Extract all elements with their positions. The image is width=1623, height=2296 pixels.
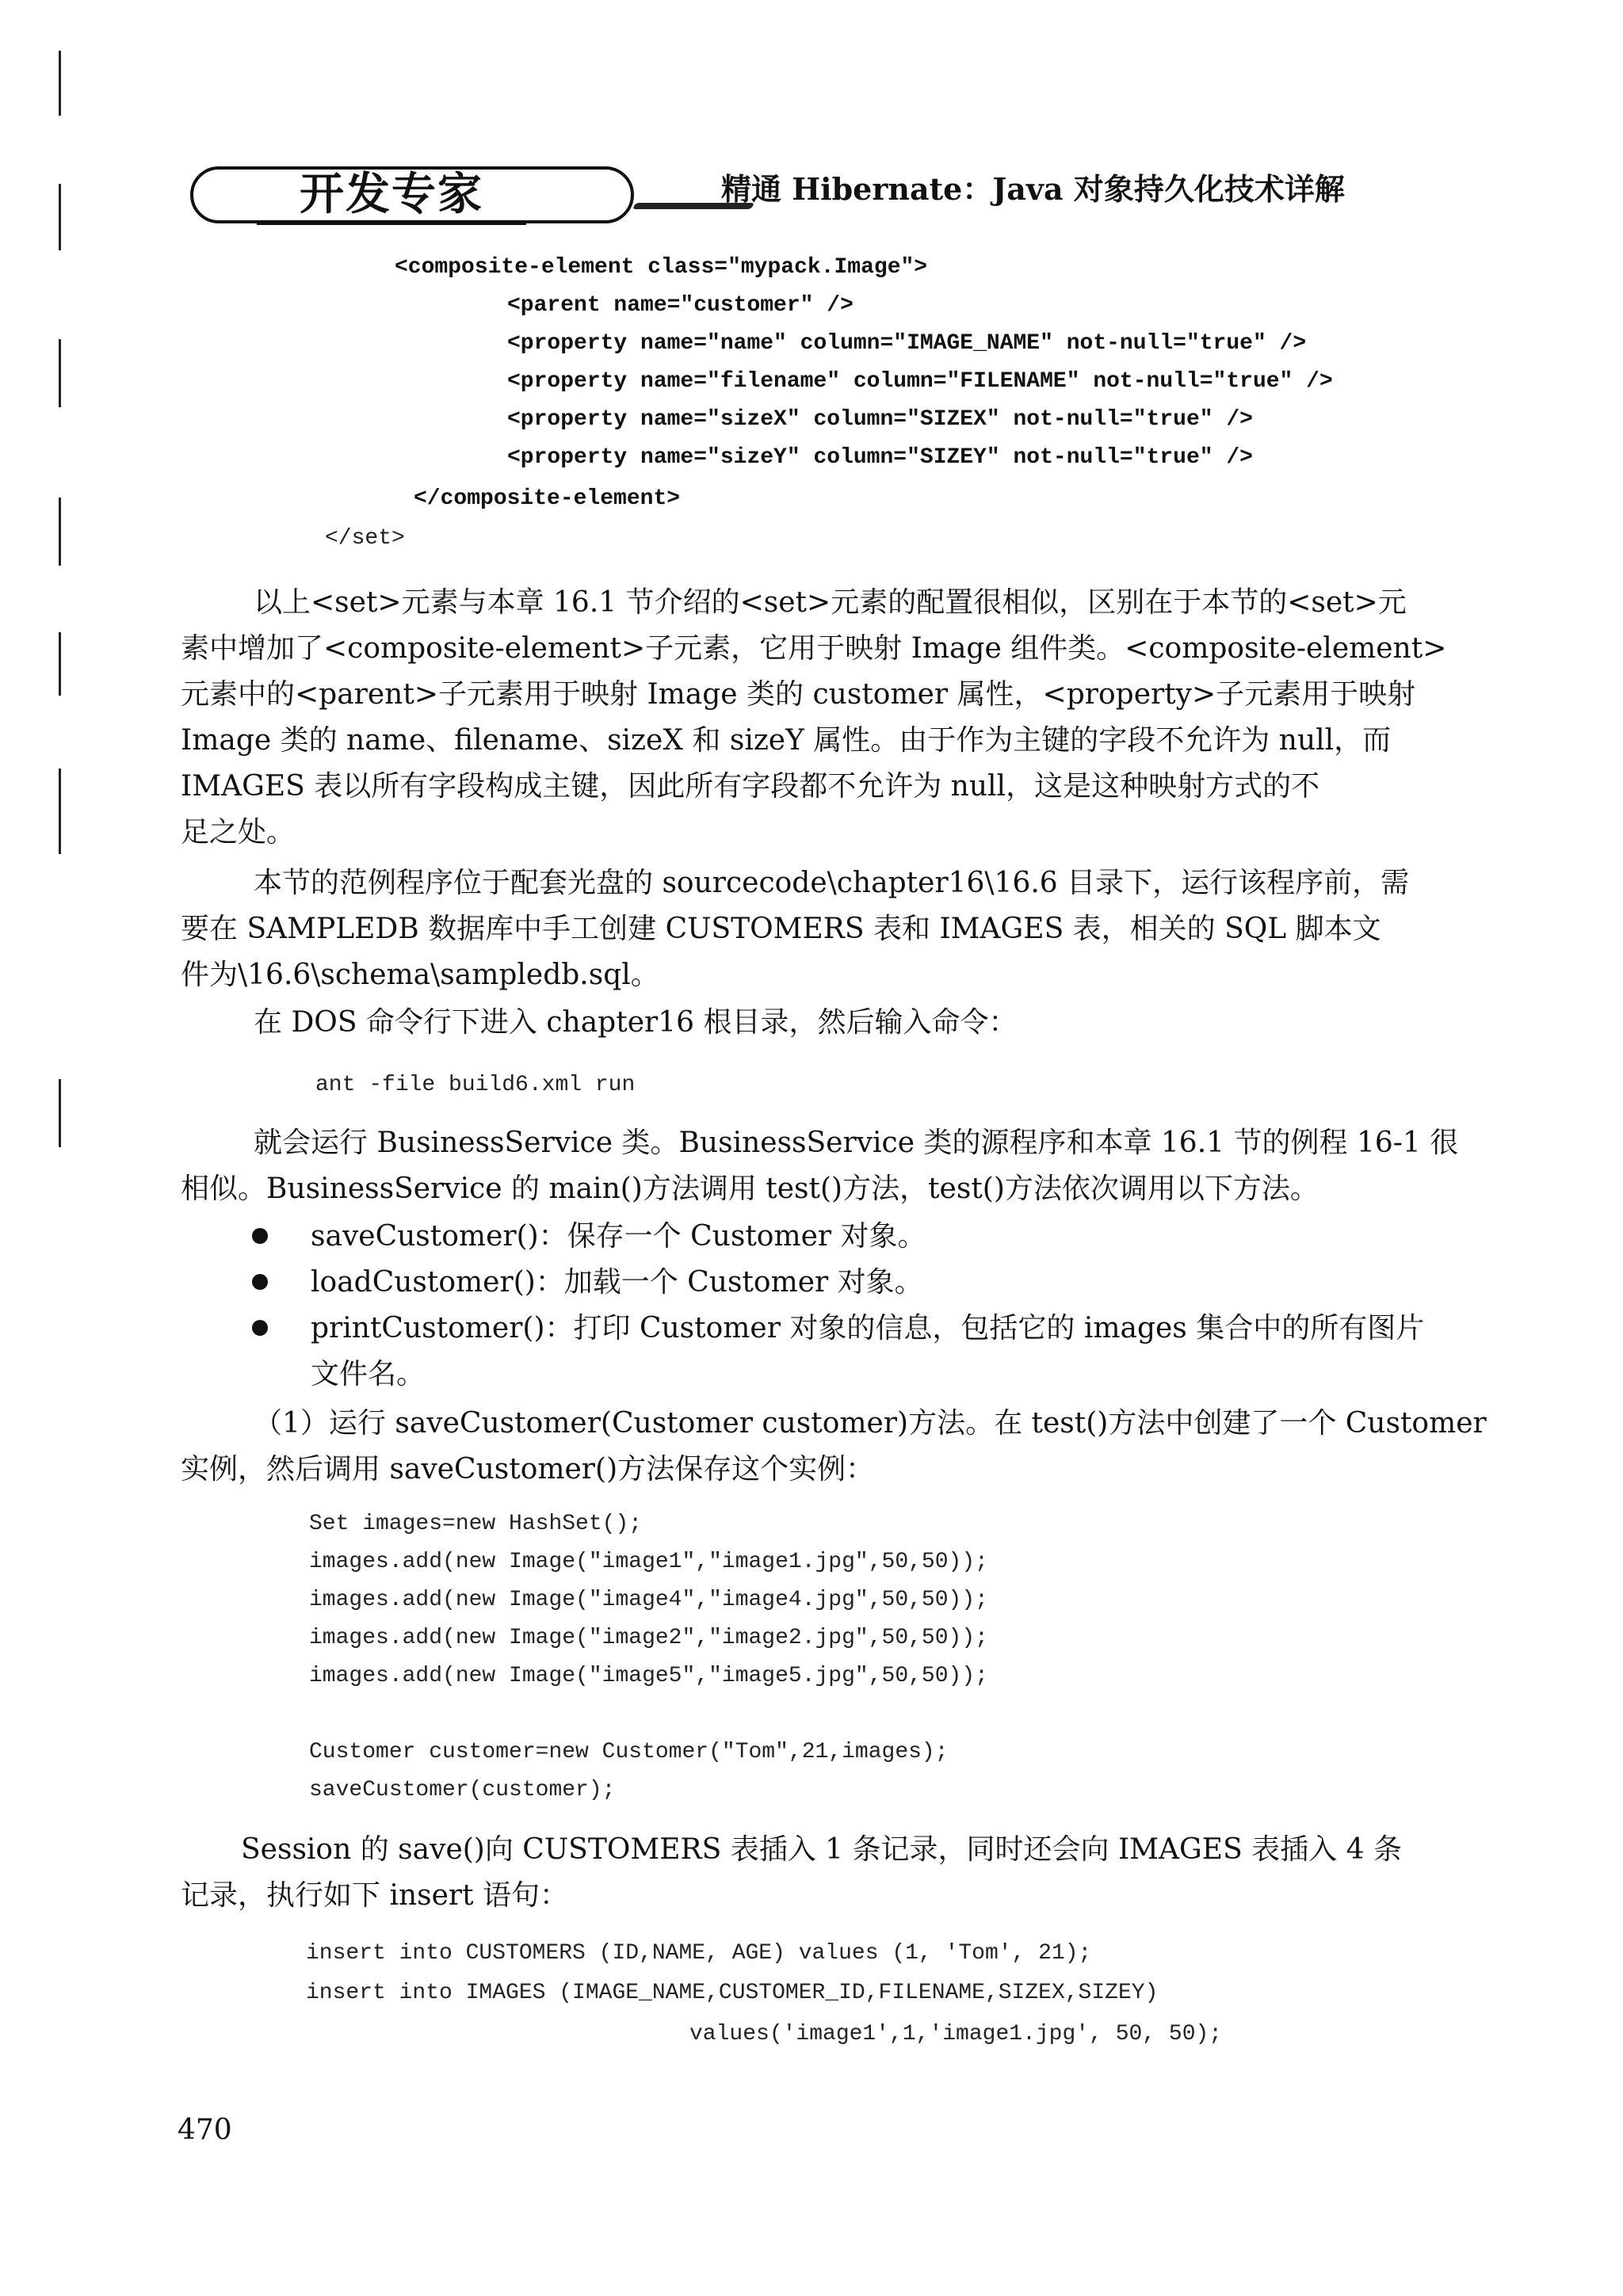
code-line: insert into CUSTOMERS (ID,NAME, AGE) values (1, 'Tom', 21); — [306, 1941, 1092, 1966]
text-line: saveCustomer()：保存一个 Customer 对象。 — [311, 1220, 926, 1253]
margin-mark — [59, 769, 61, 854]
text-line: 件为\16.6\schema\sampledb.sql。 — [181, 959, 659, 991]
text-line: printCustomer()：打印 Customer 对象的信息，包括它的 images 集合中的所有图片 — [311, 1312, 1425, 1344]
code-line: <property name="sizeY" column="SIZEY" not-null="true" /> — [507, 445, 1253, 470]
bullet-list — [252, 1214, 1441, 1398]
paragraph — [181, 860, 1433, 998]
text-line: 元素中的<parent>子元素用于映射 Image 类的 customer 属性，<property>子元素用于映射 — [181, 678, 1416, 711]
margin-mark — [59, 51, 61, 116]
margin-mark — [59, 184, 61, 250]
text-line: 以上<set>元素与本章 16.1 节介绍的<set>元素的配置很相似，区别在于本节的<set>元 — [254, 586, 1407, 619]
list-item — [252, 1214, 1441, 1260]
list-item — [252, 1306, 1441, 1398]
code-line: <property name="sizeX" column="SIZEX" not-null="true" /> — [507, 407, 1253, 432]
text-line: Image 类的 name、filename、sizeX 和 sizeY 属性。由于作为主键的字段不允许为 null，而 — [181, 724, 1392, 757]
code-line: images.add(new Image("image2","image2.jpg",50,50)); — [309, 1626, 988, 1650]
margin-mark — [59, 632, 61, 696]
code-line: saveCustomer(customer); — [309, 1778, 616, 1802]
page-number: 470 — [178, 2114, 232, 2146]
text-line: 就会运行 BusinessService 类。BusinessService 类的源程序和本章 16.1 节的例程 16-1 很 — [254, 1127, 1459, 1159]
command-line: ant -file build6.xml run — [315, 1073, 636, 1097]
code-line: Set images=new HashSet(); — [309, 1512, 643, 1536]
series-badge-label: 开发专家 — [257, 170, 526, 225]
text-line: （1）运行 saveCustomer(Customer customer)方法。在 test()方法中创建了一个 Customer — [254, 1407, 1487, 1440]
code-line: <property name="filename" column="FILENAME" not-null="true" /> — [507, 369, 1333, 394]
bullet-icon — [252, 1320, 268, 1336]
text-line: IMAGES 表以所有字段构成主键，因此所有字段都不允许为 null，这是这种映射方式的不 — [181, 770, 1320, 803]
text-line: 本节的范例程序位于配套光盘的 sourcecode\chapter16\16.6 目录下，运行该程序前，需 — [254, 867, 1410, 899]
paragraph — [181, 580, 1447, 856]
text-line: 要在 SAMPLEDB 数据库中手工创建 CUSTOMERS 表和 IMAGES 表，相关的 SQL 脚本文 — [181, 913, 1381, 945]
text-line: 相似。BusinessService 的 main()方法调用 test()方法，test()方法依次调用以下方法。 — [181, 1173, 1319, 1205]
code-line: <parent name="customer" /> — [507, 293, 854, 318]
text-line: 文件名。 — [311, 1358, 426, 1390]
running-header — [190, 158, 1426, 230]
code-line: <composite-element class="mypack.Image"> — [395, 255, 928, 280]
text-line: loadCustomer()：加载一个 Customer 对象。 — [311, 1266, 923, 1299]
code-line: images.add(new Image("image4","image4.jpg",50,50)); — [309, 1588, 988, 1612]
margin-mark — [59, 339, 61, 407]
code-line: Customer customer=new Customer("Tom",21,images); — [309, 1740, 949, 1764]
code-line: </composite-element> — [414, 486, 681, 511]
text-line: 素中增加了<composite-element>子元素，它用于映射 Image 组件类。<composite-element> — [181, 632, 1447, 665]
text-line: 记录，执行如下 insert 语句： — [181, 1879, 569, 1912]
code-line: images.add(new Image("image5","image5.jpg",50,50)); — [309, 1664, 988, 1688]
bullet-icon — [252, 1274, 268, 1290]
list-item — [252, 1260, 1441, 1306]
paragraph — [181, 1401, 1487, 1493]
text-line: 实例，然后调用 saveCustomer()方法保存这个实例： — [181, 1453, 875, 1486]
margin-mark — [59, 498, 61, 566]
code-line: values('image1',1,'image1.jpg', 50, 50); — [689, 2022, 1223, 2046]
paragraph — [181, 1120, 1459, 1212]
margin-mark — [59, 1079, 61, 1147]
series-badge — [190, 166, 634, 223]
text-line: 在 DOS 命令行下进入 chapter16 根目录，然后输入命令： — [254, 1006, 1018, 1039]
text-line: 足之处。 — [181, 816, 296, 849]
bullet-icon — [252, 1228, 268, 1244]
code-line: <property name="name" column="IMAGE_NAME" not-null="true" /> — [507, 331, 1307, 356]
code-line: images.add(new Image("image1","image1.jpg",50,50)); — [309, 1550, 988, 1574]
paragraph — [181, 1827, 1433, 1919]
code-line: insert into IMAGES (IMAGE_NAME,CUSTOMER_ID,FILENAME,SIZEX,SIZEY) — [306, 1981, 1159, 2005]
text-line: Session 的 save()向 CUSTOMERS 表插入 1 条记录，同时还会向 IMAGES 表插入 4 条 — [241, 1833, 1402, 1866]
book-title: 精通 Hibernate：Java 对象持久化技术详解 — [721, 171, 1345, 207]
code-line: </set> — [325, 526, 405, 551]
paragraph — [181, 1000, 1433, 1046]
